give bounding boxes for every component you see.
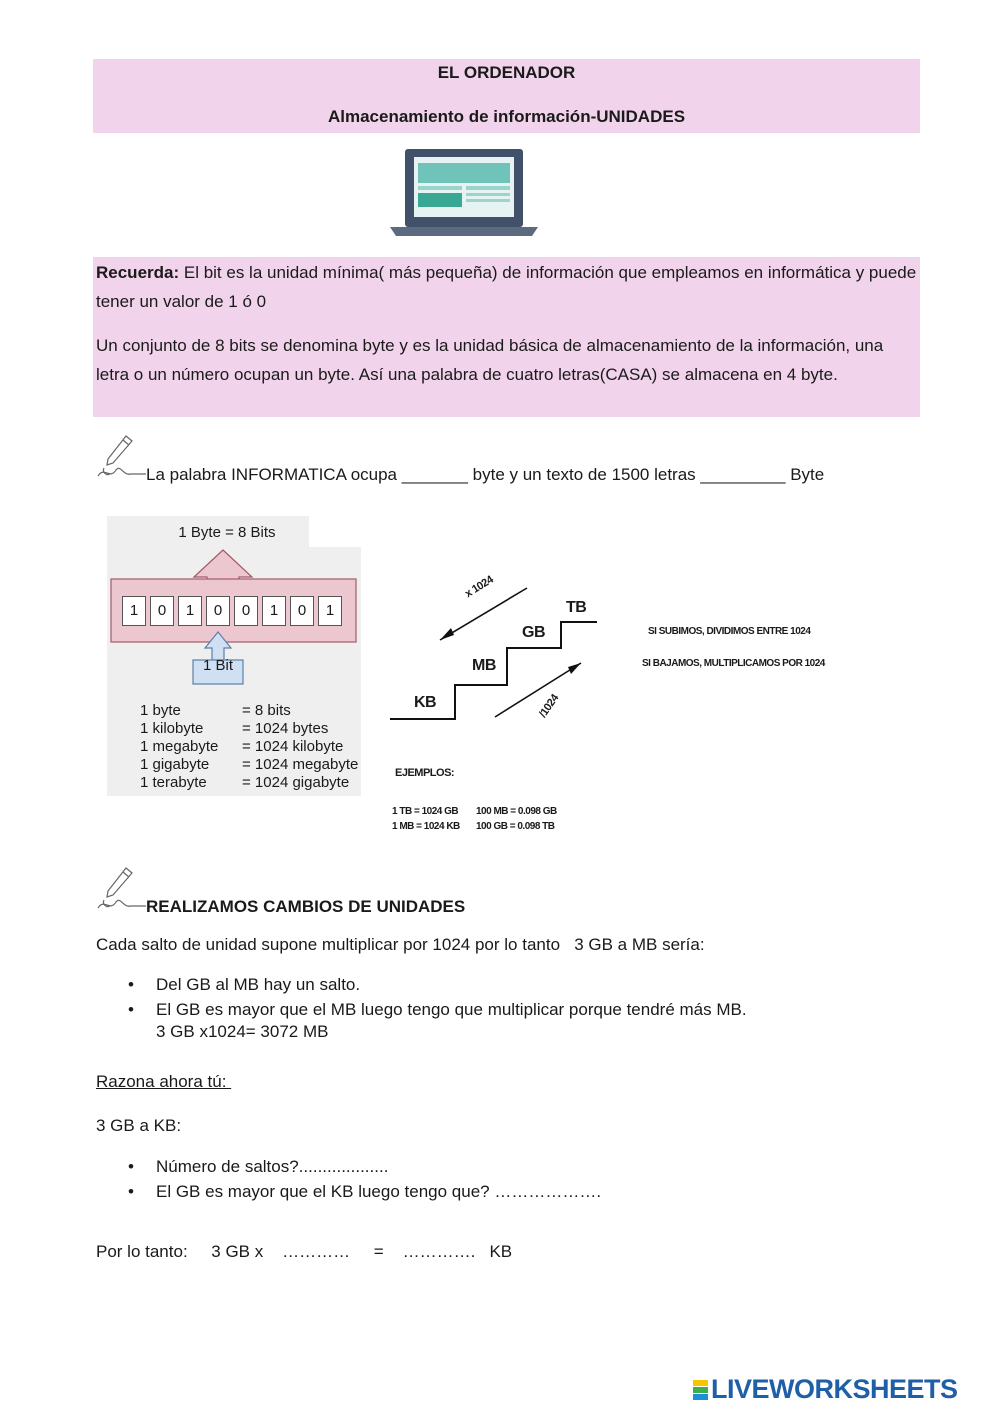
brand-badge (693, 1380, 708, 1400)
note-bajamos: SI BAJAMOS, MULTIPLICAMOS POR 1024 (642, 658, 825, 669)
divide-1024-label: /1024 (537, 692, 562, 720)
units-table (140, 702, 358, 792)
list-item: • Del GB al MB hay un salto. (96, 972, 916, 997)
calculation-example: 3 GB x1024= 3072 MB (156, 1022, 329, 1041)
brand-name[interactable]: LIVEWORKSHEETS (711, 1374, 958, 1404)
list-item: • Número de saltos?................... (96, 1154, 916, 1179)
bit-row (122, 596, 346, 626)
bit-cell: 0 (150, 596, 174, 626)
page-subtitle: Almacenamiento de información-UNIDADES (327, 107, 686, 126)
question-label: 3 GB a KB: (96, 1116, 182, 1135)
bit-cell: 1 (178, 596, 202, 626)
byte-diagram (107, 516, 361, 796)
unit-row (140, 756, 358, 774)
unit-name: 1 byte (140, 702, 181, 719)
byte-equals-bits-label: 1 Byte = 8 Bits (178, 524, 276, 541)
recuerda-label: Recuerda: (96, 263, 180, 282)
explanation-list (96, 972, 916, 1022)
bit-arrow-icon (191, 626, 251, 686)
unit-kb-label: KB (414, 694, 437, 711)
unit-equivalence: = 1024 gigabyte (242, 774, 350, 791)
example-item: 1 TB = 1024 GB (392, 806, 459, 817)
unit-mb-label: MB (472, 657, 496, 674)
recuerda-paragraph-1 (96, 258, 918, 316)
unit-name: 1 kilobyte (140, 720, 204, 737)
unit-equivalence: = 1024 bytes (242, 720, 329, 737)
unit-row (140, 702, 358, 720)
ejemplos-label: EJEMPLOS: (395, 767, 455, 779)
bit-cell: 1 (122, 596, 146, 626)
brand-logo (693, 1374, 958, 1405)
unit-equivalence: = 8 bits (242, 702, 291, 719)
pencil-writing-icon (96, 432, 148, 484)
list-item: • El GB es mayor que el MB luego tengo que multiplicar porque tendré más MB. (96, 997, 916, 1022)
bit-cell: 0 (290, 596, 314, 626)
multiply-1024-label: x 1024 (463, 573, 496, 601)
example-item: 1 MB = 1024 KB (392, 821, 460, 832)
bit-cell: 0 (234, 596, 258, 626)
unit-row (140, 774, 358, 792)
unit-gb-label: GB (522, 624, 545, 641)
bit-cell: 1 (318, 596, 342, 626)
note-subimos: SI SUBIMOS, DIVIDIMOS ENTRE 1024 (648, 626, 811, 637)
bit-cell: 0 (206, 596, 230, 626)
laptop-icon (388, 143, 558, 241)
example-item: 100 GB = 0.098 TB (476, 821, 555, 832)
section-title: REALIZAMOS CAMBIOS DE UNIDADES (146, 897, 466, 916)
unit-equivalence: = 1024 megabyte (242, 756, 359, 773)
bit-cell: 1 (262, 596, 286, 626)
unit-name: 1 terabyte (140, 774, 207, 791)
unit-equivalence: = 1024 kilobyte (242, 738, 344, 755)
unit-tb-label: TB (566, 599, 587, 616)
pencil-writing-icon (96, 864, 148, 916)
razona-heading: Razona ahora tú: (96, 1072, 232, 1091)
example-item: 100 MB = 0.098 GB (476, 806, 557, 817)
section-intro: Cada salto de unidad supone multiplicar por 1024 por lo tanto 3 GB a MB sería: (96, 935, 705, 954)
question-list (96, 1154, 916, 1204)
recuerda-paragraph-2: Un conjunto de 8 bits se denomina byte y es la unidad básica de almacenamiento de la información, una letra o un número ocupan un byte. Así una palabra de cuatro letras(CASA) se almacena en 4 byte. (96, 336, 884, 384)
exercise-1-text: La palabra INFORMATICA ocupa _______ byte y un texto de 1500 letras _________ Byte (146, 465, 825, 484)
page-title: EL ORDENADOR (437, 63, 576, 82)
unit-row (140, 720, 358, 738)
unit-name: 1 megabyte (140, 738, 219, 755)
unit-name: 1 gigabyte (140, 756, 210, 773)
unit-row (140, 738, 358, 756)
recuerda-text-1: El bit es la unidad mínima( más pequeña) de información que empleamos en informática y puede tener un valor de 1 ó 0 (96, 263, 917, 311)
one-bit-label: 1 Bit (202, 657, 233, 674)
final-answer-line: Por lo tanto: 3 GB x ………… = …………. KB (96, 1242, 513, 1261)
list-item: • El GB es mayor que el KB luego tengo que? ………………. (96, 1179, 916, 1204)
